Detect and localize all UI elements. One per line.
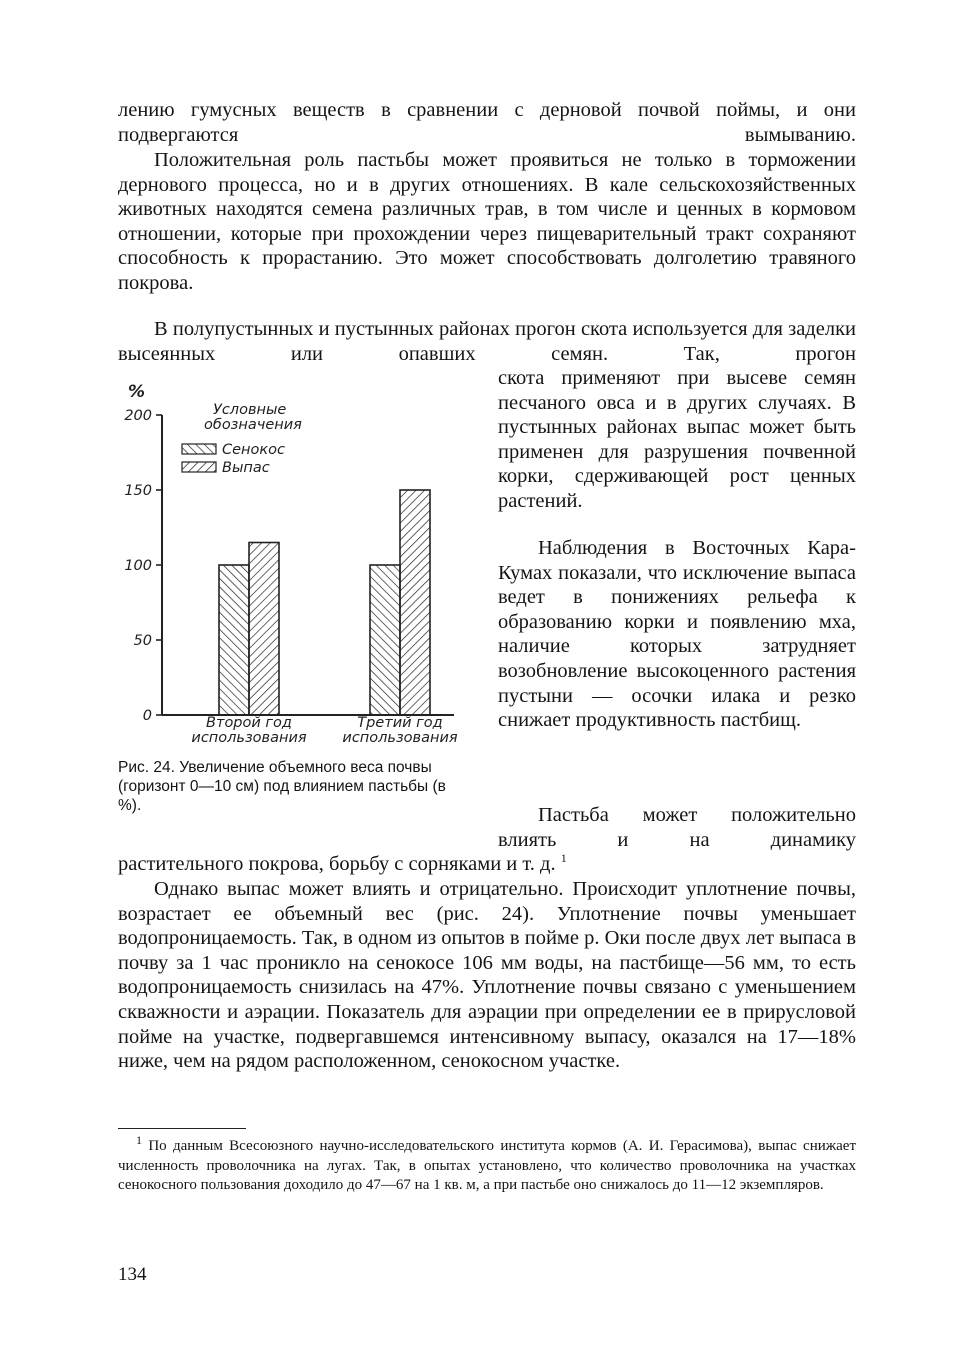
legend (182, 402, 302, 476)
bar-senokos-2 (370, 565, 400, 715)
paragraph-4-side (498, 536, 856, 733)
paragraph-3-intro-text: В полупустынных и пустынных районах прогон скота используется для заделки высеянных или опавших семян. Так, прогон (118, 318, 856, 365)
figure-24-bar-chart (112, 378, 482, 750)
x-label-2-line-1: Третий год (357, 715, 443, 731)
paragraph-5-rest-text: растительного покрова, борьбу с сорняками и т. д. (118, 853, 556, 875)
paragraph-3-side (498, 366, 856, 514)
footnote-rule (118, 1128, 246, 1129)
x-axis-labels (191, 715, 457, 746)
paragraph-5-continuation (118, 852, 856, 877)
y-tick-label-150: 150 (124, 483, 152, 499)
footnote (118, 1133, 856, 1196)
legend-swatch-vypas (182, 462, 216, 472)
paragraph-6-text: Однако выпас может влиять и отрицательно. Происходит уплотнение почвы, возрастает ее объемный вес (рис. 24). Уплотнение почвы уменьшает водопроницаемость. Так, в одном из опытов в пойме р. Оки после двух лет выпаса в почву за 1 час проникло на сенокосе 106 мм воды, на пастбище—56 мм, то есть водопроницаемость снизилась на 47%. Уплотнение почвы связано с уменьшением скважности и аэрации. Показатель для аэрации при определении ее в прирусловой пойме на участке, подвергавшемся интенсивному выпасу, оказался на 17—18% ниже, чем на рядом расположенном, сенокосном участке. (118, 878, 856, 1073)
paragraph-3-side-text: скота применяют при высеве семян песчаного овса и в других случаях. В пустынных районах выпас может быть применен для разрушения почвенной корки, сдерживающей рост ценных растений. (498, 367, 856, 512)
y-tick-label-100: 100 (124, 558, 152, 574)
bar-vypas-1 (249, 543, 279, 716)
footnote-reference: 1 (560, 851, 567, 866)
y-tick-label-200: 200 (124, 408, 152, 424)
legend-label-senokos: Сенокос (222, 442, 285, 458)
paragraph-5-side-text: Пастьба может положительно влиять и на динамику (498, 804, 856, 851)
x-label-1-line-1: Второй год (206, 715, 292, 731)
y-unit-label: % (128, 382, 146, 402)
y-tick-label-0: 0 (142, 708, 152, 724)
bar-senokos-1 (219, 565, 249, 715)
legend-title-line-2: обозначения (204, 417, 302, 433)
paragraph-1-text: лению гумусных веществ в сравнении с дерновой почвой поймы, и они подвергаются вымыванию. (118, 99, 856, 146)
footnote-text: По данным Всесоюзного научно-исследовательского института кормов (А. И. Герасимова), выпас снижает численность проволочника на лугах. Так, в опытах установлено, что количество проволочника на участках сенокосного пользования доходило до 47—67 на 1 кв. м, а при пастьбе оно снижалось до 11—12 экземпляров. (118, 1138, 856, 1193)
x-label-2-line-2: использования (342, 730, 458, 746)
page-number: 134 (118, 1264, 147, 1285)
paragraph-5-side (498, 803, 856, 852)
footnote-mark (118, 1133, 142, 1154)
bar-vypas-2 (400, 490, 430, 715)
paragraph-2-text: Положительная роль пастьбы может проявиться не только в торможении дернового процесса, но и в других отношениях. В кале сельскохозяйственных животных находятся семена различных трав, в том числе и ценных в кормовом отношении, которые при прохождении через пищеварительный тракт сохраняют способность к прорастанию. Это может способствовать долголетию травяного покрова. (118, 149, 856, 294)
paragraph-6 (118, 877, 856, 1074)
figure-caption-text: Рис. 24. Увеличение объемного веса почвы (горизонт 0—10 см) под влиянием пастьбы (в %). (118, 759, 446, 814)
legend-swatch-senokos (182, 444, 216, 454)
paragraph-2 (118, 148, 856, 296)
y-ticks (124, 408, 162, 724)
legend-label-vypas: Выпас (222, 460, 270, 476)
figure-caption (118, 758, 454, 815)
x-label-1-line-2: использования (191, 730, 307, 746)
bars (219, 490, 430, 715)
footnote-mark-sup: 1 (136, 1133, 142, 1147)
y-tick-label-50: 50 (133, 633, 152, 649)
legend-title-line-1: Условные (213, 402, 287, 418)
paragraph-3-intro (118, 317, 856, 366)
paragraph-1 (118, 98, 856, 147)
legend-title (204, 402, 302, 433)
paragraph-4-side-text: Наблюдения в Восточных Кара-Кумах показали, что исключение выпаса ведет в понижениях рельефа к образованию корки и появлению мха, наличие которых затрудняет возобновление высокоценного растения пустыни — осочки илака и резко снижает продуктивность пастбищ. (498, 537, 856, 732)
